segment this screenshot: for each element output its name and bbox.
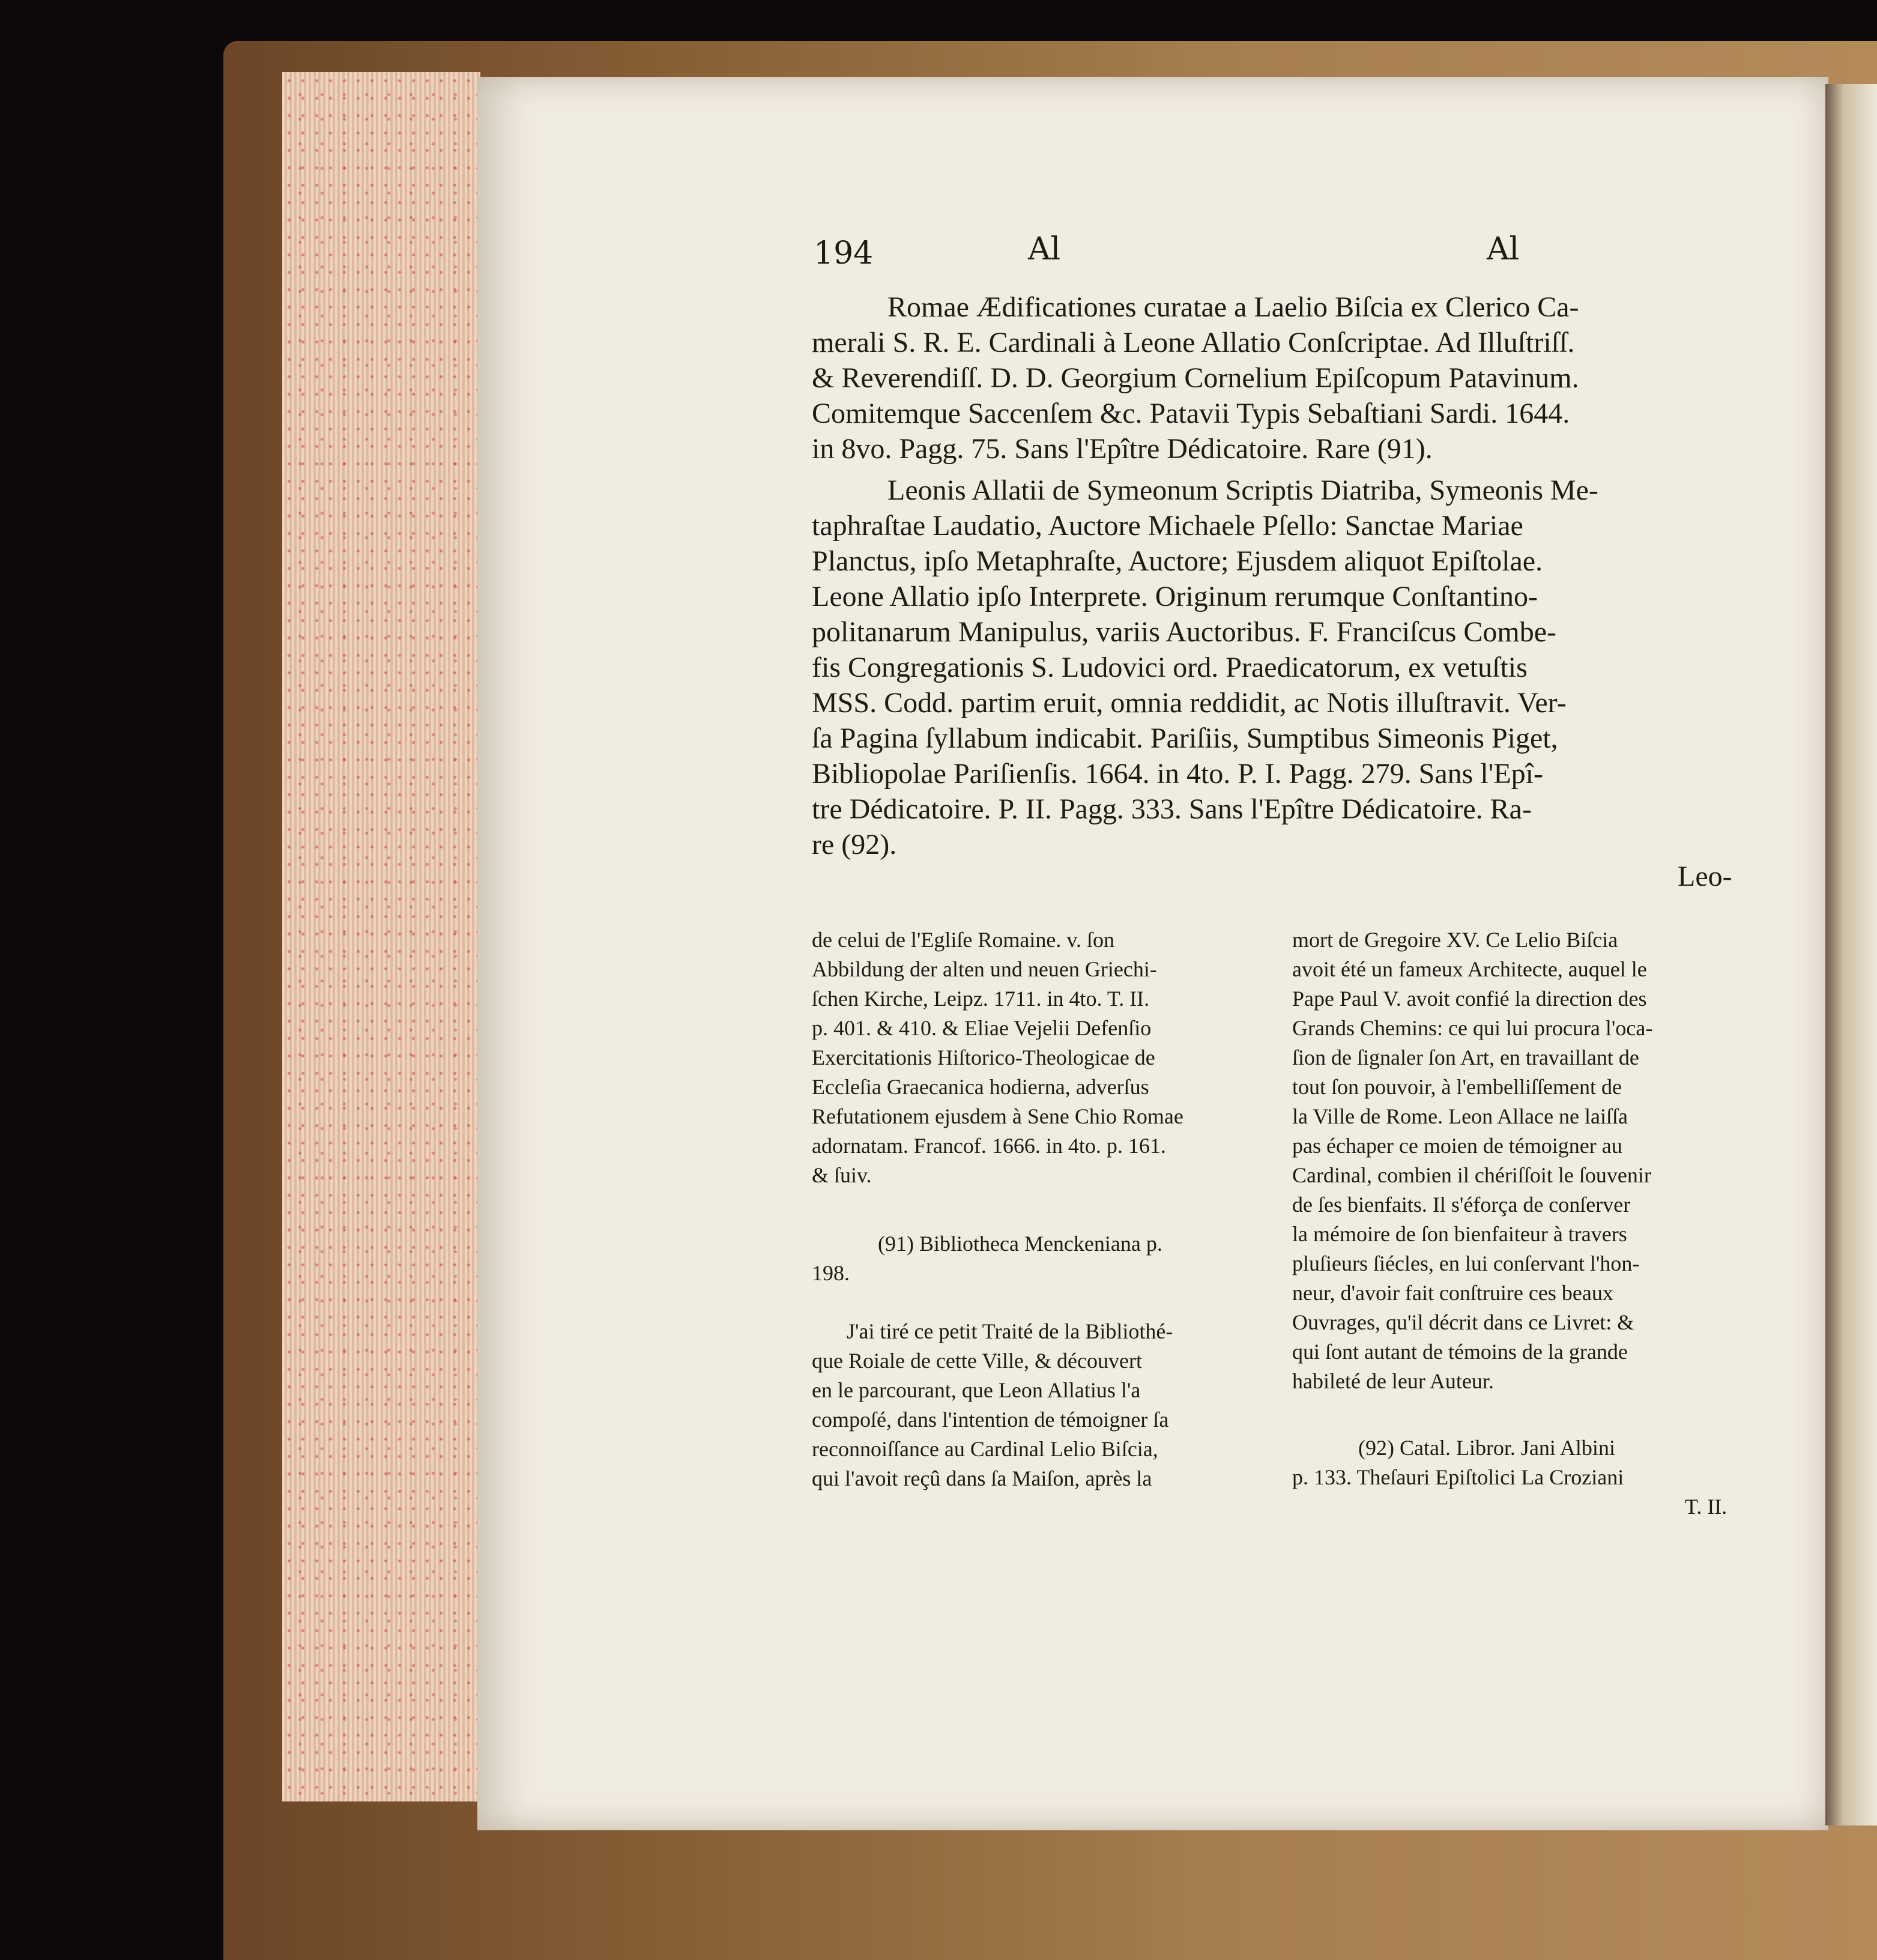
main-text-line: tre Dédicatoire. P. II. Pagg. 333. Sans l'Epître Dédicatoire. Ra- — [812, 793, 1532, 825]
note-right-line: pas échaper ce moien de témoigner au — [1292, 1134, 1622, 1158]
note-right-line: (92) Catal. Libror. Jani Albini — [1358, 1436, 1615, 1460]
note-left-line: (91) Bibliotheca Menckeniana p. — [878, 1232, 1162, 1256]
note-right-line: la Ville de Rome. Leon Allace ne laiſſa — [1292, 1104, 1628, 1128]
note-left-line: Exercitationis Hiſtorico-Theologicae de — [812, 1045, 1155, 1069]
note-right-line: tout ſon pouvoir, à l'embelliſſement de — [1292, 1075, 1622, 1099]
note-left-line: Abbildung der alten und neuen Griechi- — [812, 957, 1157, 981]
note-left-line: adornatam. Francof. 1666. in 4to. p. 161. — [812, 1134, 1166, 1158]
main-text-line: MSS. Codd. partim eruit, omnia reddidit, ac Notis illuſtravit. Ver- — [812, 687, 1567, 719]
note-left-line: & ſuiv. — [812, 1163, 872, 1187]
note-left-line: que Roiale de cette Ville, & découvert — [812, 1349, 1142, 1373]
note-right-line: neur, d'avoir fait conſtruire ces beaux — [1292, 1281, 1613, 1305]
main-text-line: re (92). — [812, 829, 897, 861]
main-text-line: politanarum Manipulus, variis Auctoribus. F. Franciſcus Combe- — [812, 616, 1557, 648]
running-head-left: Al — [1028, 231, 1061, 267]
note-right-line: avoit été un fameux Architecte, auquel le — [1292, 957, 1647, 981]
running-head-right: Al — [1487, 231, 1520, 267]
note-right-line: Grands Chemins: ce qui lui procura l'oca- — [1292, 1016, 1653, 1040]
main-text-line: merali S. R. E. Cardinali à Leone Allatio Conſcriptae. Ad Illuſtriſſ. — [812, 327, 1575, 358]
note-left-line: 198. — [812, 1261, 850, 1285]
catchword: Leo- — [1678, 861, 1732, 892]
main-text-line: taphraſtae Laudatio, Auctore Michaele Pſello: Sanctae Mariae — [812, 510, 1523, 542]
note-left-line: Refutationem ejusdem à Sene Chio Romae — [812, 1104, 1183, 1128]
note-right-line: de ſes bienfaits. Il s'éforça de conſerver — [1292, 1193, 1631, 1217]
note-right-line: mort de Gregoire XV. Ce Lelio Biſcia — [1292, 928, 1618, 952]
main-text-line: Leone Allatio ipſo Interprete. Originum rerumque Conſtantino- — [812, 581, 1538, 612]
note-left-line: J'ai tiré ce petit Traité de la Bibliothé- — [847, 1319, 1173, 1343]
main-text-line: Bibliopolae Pariſienſis. 1664. in 4to. P. I. Pagg. 279. Sans l'Epî- — [812, 758, 1543, 790]
note-right-line: qui ſont autant de témoins de la grande — [1292, 1340, 1628, 1364]
main-text-line: & Reverendiſſ. D. D. Georgium Cornelium Epiſcopum Patavinum. — [812, 362, 1579, 394]
main-text-line: ſa Pagina ſyllabum indicabit. Pariſiis, Sumptibus Simeonis Piget, — [812, 722, 1558, 754]
note-right-line: habileté de leur Auteur. — [1292, 1369, 1494, 1393]
page-number: 194 — [814, 235, 874, 271]
note-left-line: de celui de l'Egliſe Romaine. v. ſon — [812, 928, 1115, 952]
main-text-line: Romae Ædificationes curatae a Laelio Biſcia ex Clerico Ca- — [887, 291, 1579, 323]
note-right-line: pluſieurs ſiécles, en lui conſervant l'hon- — [1292, 1251, 1640, 1275]
note-left-line: compoſé, dans l'intention de témoigner ſa — [812, 1408, 1169, 1432]
note-left-line: Eccleſia Graecanica hodierna, adverſus — [812, 1075, 1149, 1099]
note-right-line: T. II. — [1685, 1495, 1727, 1519]
main-text-line: fis Congregationis S. Ludovici ord. Praedicatorum, ex vetuſtis — [812, 652, 1528, 683]
note-right-line: Ouvrages, qu'il décrit dans ce Livret: & — [1292, 1310, 1634, 1334]
note-left-line: qui l'avoit reçû dans ſa Maiſon, après la — [812, 1466, 1152, 1490]
main-text-line: Leonis Allatii de Symeonum Scriptis Diatriba, Symeonis Me- — [887, 474, 1598, 506]
note-left-line: en le parcourant, que Leon Allatius l'a — [812, 1378, 1141, 1402]
note-right-line: Pape Paul V. avoit confié la direction des — [1292, 987, 1647, 1011]
note-left-line: p. 401. & 410. & Eliae Vejelii Defenſio — [812, 1016, 1152, 1040]
note-right-line: p. 133. Theſauri Epiſtolici La Croziani — [1292, 1465, 1624, 1489]
note-left-line: ſchen Kirche, Leipz. 1711. in 4to. T. II. — [812, 987, 1150, 1011]
note-right-line: ſion de ſignaler ſon Art, en travaillant de — [1292, 1045, 1639, 1069]
note-right-line: la mémoire de ſon bienfaiteur à travers — [1292, 1222, 1627, 1246]
note-left-line: reconnoiſſance au Cardinal Lelio Biſcia, — [812, 1437, 1158, 1461]
page-edges — [282, 72, 480, 1801]
facing-page-edge — [1825, 84, 1877, 1825]
note-right-line: Cardinal, combien il chériſſoit le ſouvenir — [1292, 1163, 1651, 1187]
main-text-line: Planctus, ipſo Metaphraſte, Auctore; Ejusdem aliquot Epiſtolae. — [812, 545, 1543, 577]
main-text-line: in 8vo. Pagg. 75. Sans l'Epître Dédicatoire. Rare (91). — [812, 433, 1433, 465]
main-text-line: Comitemque Saccenſem &c. Patavii Typis Sebaſtiani Sardi. 1644. — [812, 398, 1570, 429]
